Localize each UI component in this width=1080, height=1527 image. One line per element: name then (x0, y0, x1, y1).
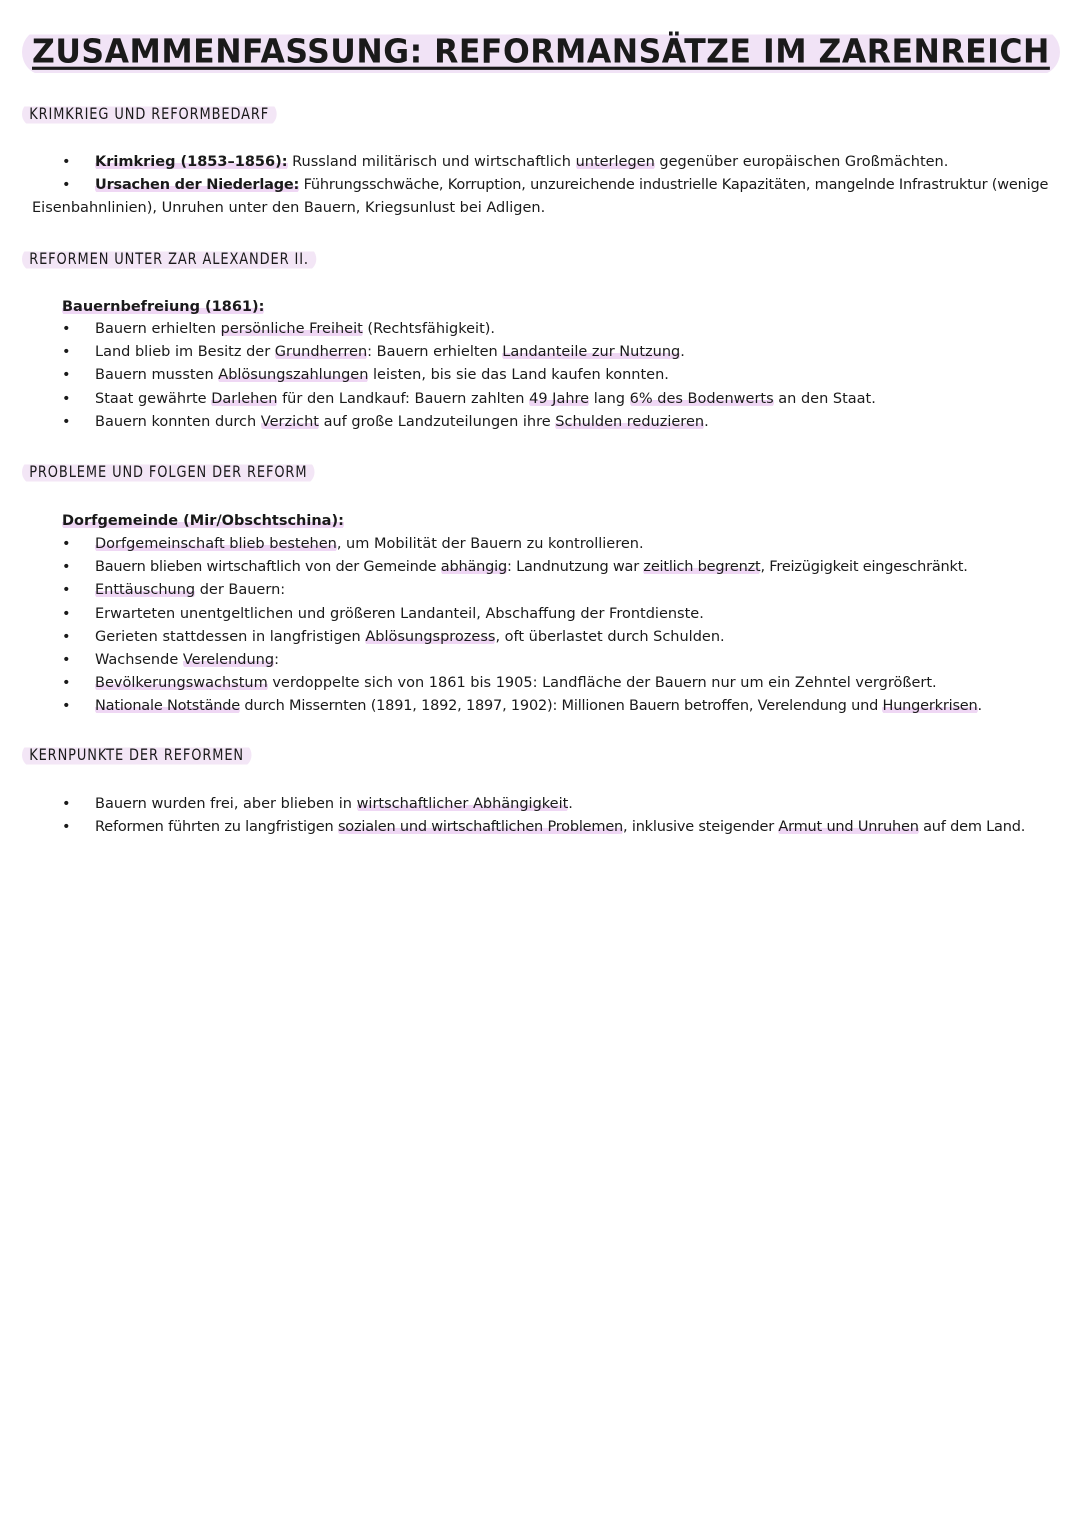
bullet-icon: • (62, 154, 71, 170)
list-item: • Bauern wurden frei, aber blieben in wirtschaftlicher Abhängigkeit. (0, 793, 1080, 816)
bullet-icon: • (62, 819, 71, 836)
bullet-icon: • (62, 582, 71, 599)
list-krimkrieg (0, 151, 1080, 221)
list-kernpunkte (0, 793, 1080, 839)
subheading-dorfgemeinde: Dorfgemeinde (Mir/Obschtschina): (62, 513, 344, 529)
list-item: • Ursachen der Niederlage: Führungsschwäche, Korruption, unzureichende industrielle Kapazitäten, mangelnde Infrastruktur (wenige (0, 174, 1080, 197)
list-probleme (0, 533, 1080, 719)
list-item: • Bauern konnten durch Verzicht auf große Landzuteilungen ihre Schulden reduzieren. (0, 411, 1080, 434)
bullet-icon: • (62, 698, 71, 715)
bullet-icon: • (62, 367, 71, 384)
list-item: • Bevölkerungswachstum verdoppelte sich von 1861 bis 1905: Landfläche der Bauern nur um ein Zehntel vergrößert. (0, 672, 1080, 695)
list-item: • Erwarteten unentgeltlichen und größeren Landanteil, Abschaffung der Frontdienste. (0, 603, 1080, 626)
list-item: • Reformen führten zu langfristigen sozialen und wirtschaftlichen Problemen, inklusive steigender Armut und Unruhen auf dem Land. (0, 816, 1080, 839)
list-reformen (0, 318, 1080, 434)
list-item: • Dorfgemeinschaft blieb bestehen, um Mobilität der Bauern zu kontrollieren. (0, 533, 1080, 556)
bullet-icon: • (62, 536, 71, 552)
list-item: • Land blieb im Besitz der Grundherren: Bauern erhielten Landanteile zur Nutzung. (0, 341, 1080, 364)
list-item: • Bauern mussten Ablösungszahlungen leisten, bis sie das Land kaufen konnten. (0, 364, 1080, 387)
bullet-icon: • (62, 559, 71, 576)
heading-probleme: PROBLEME UND FOLGEN DER REFORM (22, 460, 315, 484)
list-item-continuation: Eisenbahnlinien), Unruhen unter den Bauern, Kriegsunlust bei Adligen. (32, 200, 546, 217)
bullet-icon: • (62, 796, 71, 812)
list-item: • Staat gewährte Darlehen für den Landkauf: Bauern zahlten 49 Jahre lang 6% des Bodenwerts an den Staat. (0, 388, 1080, 411)
list-item: • Bauern blieben wirtschaftlich von der Gemeinde abhängig: Landnutzung war zeitlich begrenzt, Freizügigkeit eingeschränkt. (0, 556, 1080, 579)
list-item: • Krimkrieg (1853–1856): Russland militärisch und wirtschaftlich unterlegen gegenüber europäischen Großmächten. (0, 151, 1080, 174)
heading-krimkrieg: KRIMKRIEG UND REFORMBEDARF (22, 102, 276, 126)
heading-kernpunkte: KERNPUNKTE DER REFORMEN (22, 743, 251, 767)
bullet-icon: • (62, 652, 71, 669)
heading-reformen: REFORMEN UNTER ZAR ALEXANDER II. (22, 247, 316, 271)
bullet-icon: • (62, 344, 71, 361)
bullet-icon: • (62, 628, 71, 645)
bullet-icon: • (62, 605, 71, 622)
list-item: • Wachsende Verelendung: (0, 649, 1080, 672)
page-title: ZUSAMMENFASSUNG: REFORMANSÄTZE IM ZARENREICH (22, 29, 1060, 75)
list-item: • Bauern erhielten persönliche Freiheit (Rechtsfähigkeit). (0, 318, 1080, 341)
list-item: • Gerieten stattdessen in langfristigen Ablösungsprozess, oft überlastet durch Schulden. (0, 626, 1080, 649)
bullet-icon: • (62, 177, 71, 194)
bullet-icon: • (62, 413, 71, 430)
bullet-icon: • (62, 675, 71, 692)
subheading-bauernbefreiung: Bauernbefreiung (1861): (62, 299, 265, 315)
bullet-icon: • (62, 321, 71, 337)
list-item: • Nationale Notstände durch Missernten (1891, 1892, 1897, 1902): Millionen Bauern betroffen, Verelendung und Hungerkrisen. (0, 695, 1080, 718)
list-item: • Enttäuschung der Bauern: (0, 579, 1080, 602)
bullet-icon: • (62, 390, 71, 407)
